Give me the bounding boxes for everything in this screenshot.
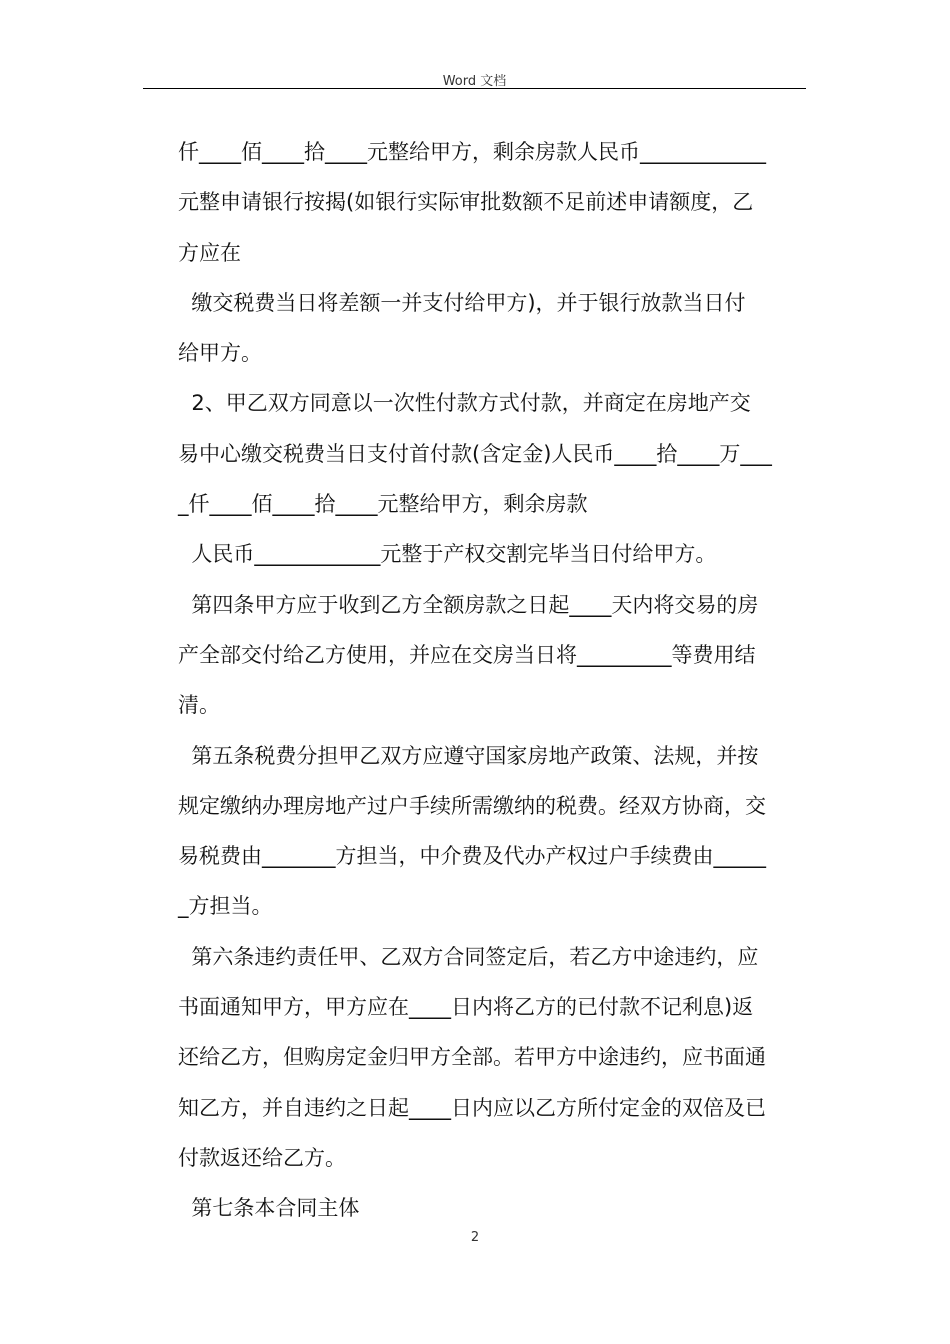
text-line: 产全部交付给乙方使用，并应在交房当日将_________等费用结 [178,642,756,667]
text-line: 方应在 [178,240,241,265]
text-line: 第七条本合同主体 [178,1196,360,1221]
text-line: 易税费由_______方担当，中介费及代办产权过户手续费由_____ [178,844,766,869]
text-line: 第四条甲方应于收到乙方全额房款之日起____天内将交易的房 [178,592,759,617]
page-header: Word 文档 [442,74,507,89]
text-line: _仟____佰____拾____元整给甲方，剩余房款 [178,492,588,517]
text-line: 知乙方，并自违约之日起____日内应以乙方所付定金的双倍及已 [178,1095,766,1120]
text-line: 缴交税费当日将差额一并支付给甲方)，并于银行放款当日付 [178,290,746,315]
text-line: 清。 [178,693,220,718]
header-divider [143,88,806,89]
text-line: 仟____佰____拾____元整给甲方，剩余房款人民币____________ [178,140,766,164]
text-line: 规定缴纳办理房地产过户手续所需缴纳的税费。经双方协商，交 [178,793,766,818]
text-line: 还给乙方，但购房定金归甲方全部。若甲方中途违约，应书面通 [178,1045,766,1070]
text-line: 付款返还给乙方。 [178,1145,346,1170]
text-line: 书面通知甲方，甲方应在____日内将乙方的已付款不记利息)返 [178,995,754,1020]
document-body [178,127,810,1234]
text-line: 元整申请银行按揭(如银行实际审批数额不足前述申请额度，乙 [178,190,754,215]
text-line: 2、甲乙双方同意以一次性付款方式付款，并商定在房地产交 [178,391,751,416]
text-line: 第六条违约责任甲、乙双方合同签定后，若乙方中途违约，应 [178,944,759,969]
text-line: 第五条税费分担甲乙双方应遵守国家房地产政策、法规，并按 [178,743,759,768]
text-line: 给甲方。 [178,341,262,366]
text-line: 易中心缴交税费当日支付首付款(含定金)人民币____拾____万___ [178,441,772,466]
text-line: _方担当。 [178,894,273,919]
page-number: 2 [470,1230,480,1245]
text-line: 人民币____________元整于产权交割完毕当日付给甲方。 [178,542,717,567]
